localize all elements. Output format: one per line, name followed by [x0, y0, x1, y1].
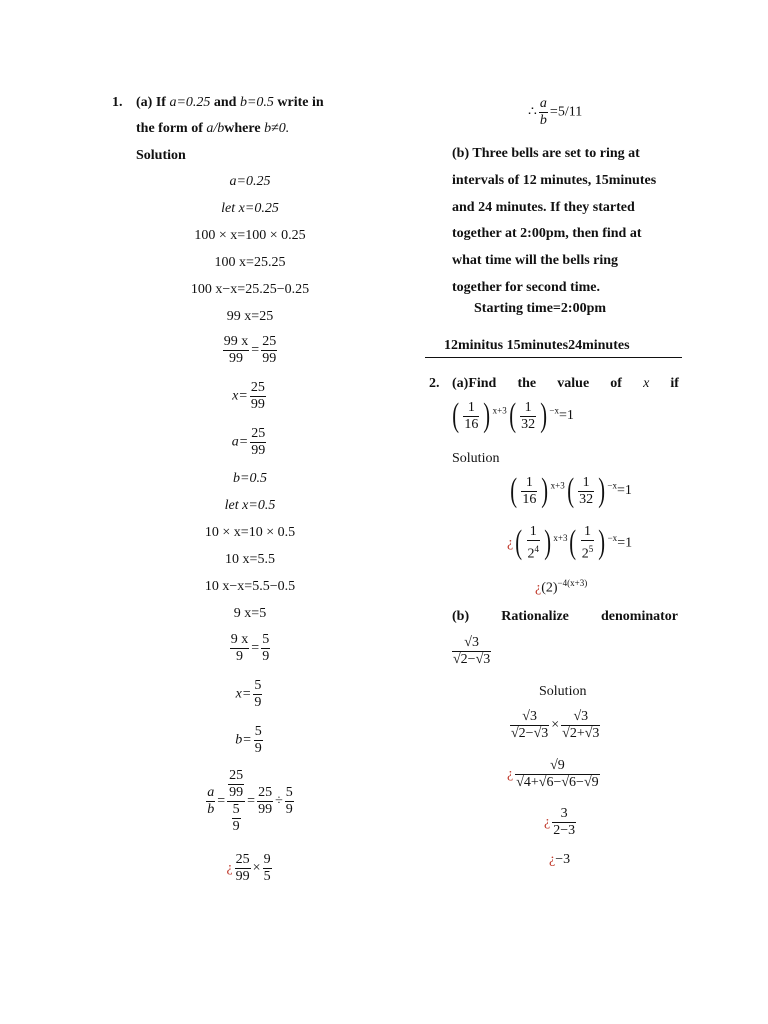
fraction: $\frac{25}{99}$: [262, 334, 277, 366]
rationalize-fraction: $\frac{√3}{√2-√3}$: [453, 635, 491, 667]
q1-line2: [136, 121, 289, 137]
question-number-1: 1.: [112, 95, 123, 110]
q1-and: and: [213, 95, 237, 110]
rat-step-4: ¿−3: [549, 852, 571, 867]
step-a-2: let x=0.25: [221, 201, 279, 216]
step-a-4: 100 x=25.25: [214, 255, 286, 270]
q2-step-2: ¿( $\frac{1}{2^4}$ ) $^{x+3}$( $\frac{1}{2^5}$ ) $^{-x}$=1: [507, 524, 633, 562]
step-b-3: 10 × x=10 × 0.5: [204, 525, 296, 540]
q1-b-definition: b=0.5: [239, 95, 274, 110]
step-b-5: 10 x−x=5.5−0.5: [204, 579, 296, 594]
rat-step-2: ¿ $\frac{√9}{√4+√6-√6-√9}$: [507, 758, 599, 790]
ab-result: ∴ $\frac{a}{b}$ =5/11: [528, 96, 583, 128]
q2b-text: (b) Rationalize denominator: [452, 609, 678, 624]
steps-b: [150, 471, 350, 633]
rat-step-1: $\frac{√3}{√2-√3}$ × $\frac{√3}{√2+√3}$: [511, 709, 600, 741]
q1b-text: (b) Three bells are set to ring at intervals of 12 minutes, 15minutes and 24 minutes. If they started together at 2:00pm, then find at what time will the bells ring together for second time.: [452, 146, 657, 295]
rat-step-3: ¿ $\frac{3}{2-3}$: [544, 806, 576, 838]
divider-line: [425, 357, 682, 358]
division-step: $\frac{a}{b}$ = $\frac{\frac{25}{99}}{\frac{5}{9}}$ = $\frac{25}{99}$ ÷ $\frac{5}{9}$: [207, 768, 293, 834]
q1-form-text: the form of: [136, 121, 203, 136]
fraction: $\frac{99 x}{99}$: [223, 334, 249, 366]
q1-line1: [136, 95, 324, 111]
step-b-4: 10 x=5.5: [225, 552, 275, 567]
q1-where: where: [224, 121, 261, 136]
intervals-label: 12minitus 15minutes24minutes: [444, 338, 630, 353]
q2-step-1: ( $\frac{1}{16}$ ) $^{x+3}$( $\frac{1}{32}$ ) $^{-x}$=1: [510, 472, 632, 509]
q1-solution-heading: Solution: [136, 148, 186, 163]
q2b-solution-heading: Solution: [539, 684, 587, 699]
starting-time: Starting time=2:00pm: [474, 301, 607, 316]
q2-step-3: ¿$(2)^{-4(x+3)}$: [535, 578, 588, 596]
x-result-a: x= $\frac{25}{99}$: [232, 380, 265, 412]
step-a-3: 100 × x=100 × 0.25: [194, 228, 306, 243]
x-result-b: x= $\frac{5}{9}$: [235, 678, 262, 710]
step-b-6: 9 x=5: [233, 606, 267, 621]
a-result: a= $\frac{25}{99}$: [231, 426, 266, 458]
q1-prefix: (a) If: [136, 95, 166, 110]
q2a-expression: ( $\frac{1}{16}$ ) $^{x+3}$( $\frac{1}{32}$ ) $^{-x}$=1: [452, 397, 574, 434]
question-number-2: 2.: [429, 376, 440, 391]
q1-suffix: write in: [277, 95, 324, 110]
q2a-text: (a)Find the value of x if: [452, 376, 679, 391]
step-a-5: 100 x−x=25.25−0.25: [190, 282, 310, 297]
step-a-6: 99 x=25: [226, 309, 274, 324]
q1-ab: a/b: [206, 121, 225, 136]
step-b-1: b=0.5: [233, 471, 267, 486]
q1-a-definition: a=0.25: [169, 95, 211, 110]
step-b-2: let x=0.5: [224, 498, 276, 513]
step-a-1: a=0.25: [229, 174, 271, 189]
q1-condition: b≠0.: [264, 121, 290, 136]
q2-solution-heading: Solution: [452, 451, 500, 466]
final-step-a-b: ¿ $\frac{25}{99}$ × $\frac{9}{5}$: [226, 852, 271, 884]
b-result: b= $\frac{5}{9}$: [235, 724, 262, 756]
frac-step-b: $\frac{9 x}{9}$ = $\frac{5}{9}$: [230, 632, 270, 664]
steps-a: [150, 174, 350, 336]
frac-step-a: $\frac{99 x}{99}$ = $\frac{25}{99}$: [223, 334, 277, 366]
